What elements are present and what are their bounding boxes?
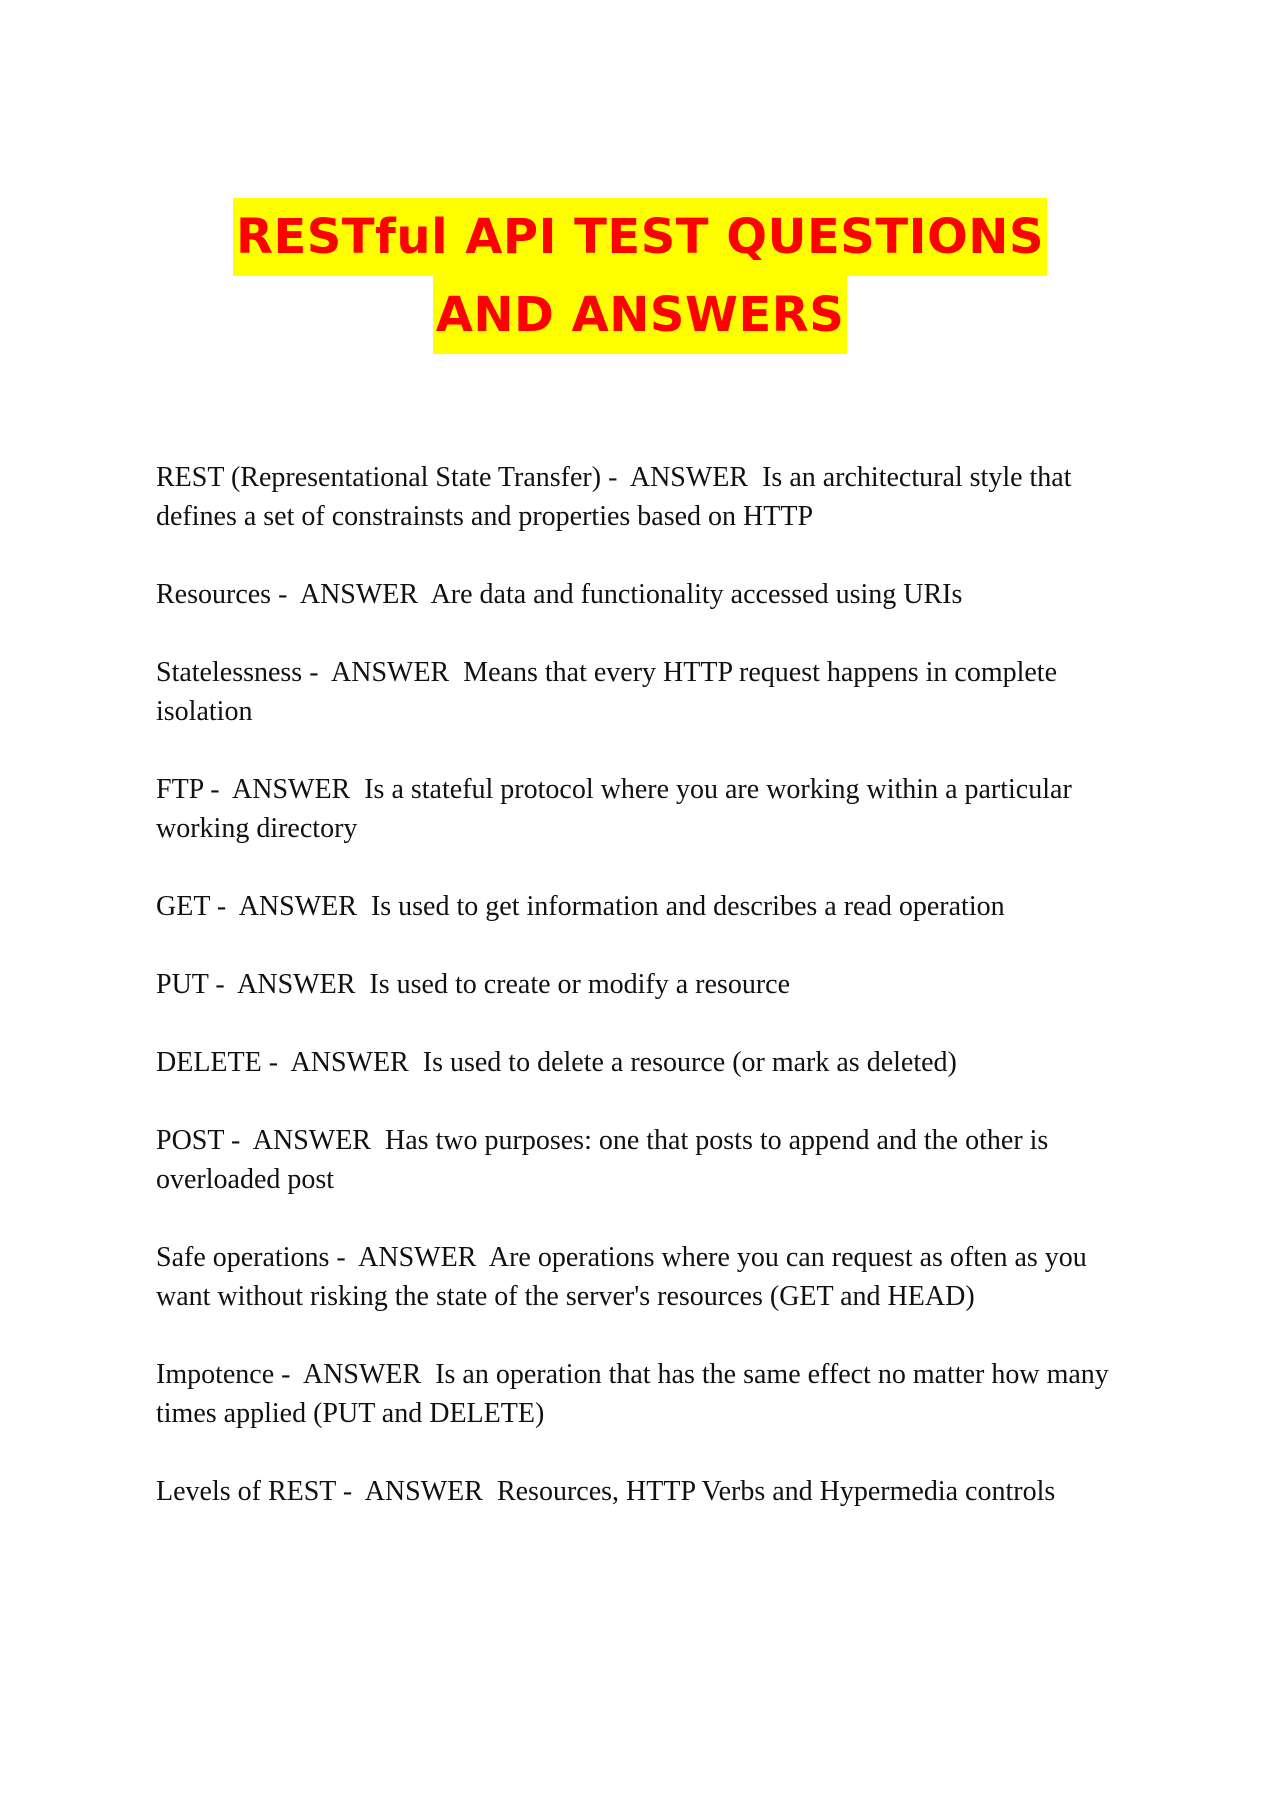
qa-answer: Is a stateful protocol where you are working within a particular working directory [156, 774, 1079, 844]
page-title [0, 198, 1280, 354]
qa-item [156, 1355, 1136, 1433]
qa-item [156, 770, 1136, 848]
title-row-2 [0, 276, 1280, 354]
qa-separator: - [223, 1125, 253, 1156]
qa-answer-gap [421, 1359, 435, 1390]
qa-answer-gap [418, 579, 430, 610]
qa-separator: - [335, 1476, 365, 1507]
qa-term: Impotence [156, 1359, 275, 1390]
qa-answer-gap [483, 1476, 497, 1507]
qa-answer: Is an architectural style that defines a set of constrainsts and properties based on HTTP [156, 462, 1079, 532]
title-line-1: RESTful API TEST QUESTIONS [233, 198, 1047, 276]
qa-separator: - [302, 657, 331, 688]
qa-item [156, 965, 1136, 1004]
qa-answer: Are operations where you can request as often as you want without risking the state of the server's resources (GET and HEAD) [156, 1242, 1094, 1312]
qa-separator: - [208, 969, 238, 1000]
qa-answer: Has two purposes: one that posts to append and the other is overloaded post [156, 1125, 1056, 1195]
qa-separator: - [329, 1242, 359, 1273]
qa-item [156, 1043, 1136, 1082]
qa-answer-gap [355, 969, 369, 1000]
qa-answer-label: ANSWER [237, 969, 356, 1000]
qa-answer-label: ANSWER [290, 1047, 409, 1078]
qa-item [156, 1238, 1136, 1316]
qa-answer-gap [476, 1242, 488, 1273]
qa-answer: Means that every HTTP request happens in complete isolation [156, 657, 1065, 727]
qa-answer: Is used to delete a resource (or mark as deleted) [422, 1047, 957, 1078]
qa-item [156, 887, 1136, 926]
qa-answer: Is used to get information and describes a read operation [370, 891, 1005, 922]
qa-separator: - [271, 579, 300, 610]
qa-answer-label: ANSWER [331, 657, 450, 688]
qa-answer: Are data and functionality accessed using URIs [430, 579, 963, 610]
qa-item [156, 575, 1136, 614]
qa-term: Levels of REST [156, 1476, 336, 1507]
qa-term: POST [156, 1125, 224, 1156]
qa-answer: Is an operation that has the same effect no matter how many times applied (PUT and DELETE) [156, 1359, 1116, 1429]
qa-term: GET [156, 891, 210, 922]
qa-answer-label: ANSWER [302, 1359, 422, 1390]
qa-term: DELETE [156, 1047, 262, 1078]
qa-item [156, 1472, 1136, 1511]
qa-separator: - [274, 1359, 303, 1390]
qa-answer-label: ANSWER [629, 462, 749, 493]
qa-answer: Resources, HTTP Verbs and Hypermedia controls [496, 1476, 1056, 1507]
qa-answer-gap [350, 774, 364, 805]
qa-separator: - [209, 891, 239, 922]
qa-separator: - [601, 462, 630, 493]
qa-answer-gap [357, 891, 371, 922]
qa-separator: - [203, 774, 232, 805]
title-line-2: AND ANSWERS [433, 276, 848, 354]
qa-answer-label: ANSWER [252, 1125, 371, 1156]
qa-answer-gap [449, 657, 463, 688]
title-row-1 [0, 198, 1280, 276]
qa-term: PUT [156, 969, 209, 1000]
qa-answer-gap [748, 462, 762, 493]
qa-answer-gap [409, 1047, 423, 1078]
qa-item [156, 1121, 1136, 1199]
qa-term: REST (Representational State Transfer) [156, 462, 602, 493]
qa-item [156, 458, 1136, 536]
qa-answer-label: ANSWER [299, 579, 419, 610]
qa-list [156, 458, 1136, 1550]
qa-term: Safe operations [156, 1242, 330, 1273]
qa-answer-label: ANSWER [232, 774, 351, 805]
qa-answer-label: ANSWER [238, 891, 357, 922]
qa-separator: - [261, 1047, 291, 1078]
qa-answer-label: ANSWER [364, 1476, 483, 1507]
qa-answer-gap [371, 1125, 385, 1156]
qa-term: Resources [156, 579, 272, 610]
qa-term: Statelessness [156, 657, 303, 688]
qa-answer-label: ANSWER [358, 1242, 477, 1273]
qa-answer: Is used to create or modify a resource [369, 969, 791, 1000]
qa-item [156, 653, 1136, 731]
qa-term: FTP [156, 774, 204, 805]
